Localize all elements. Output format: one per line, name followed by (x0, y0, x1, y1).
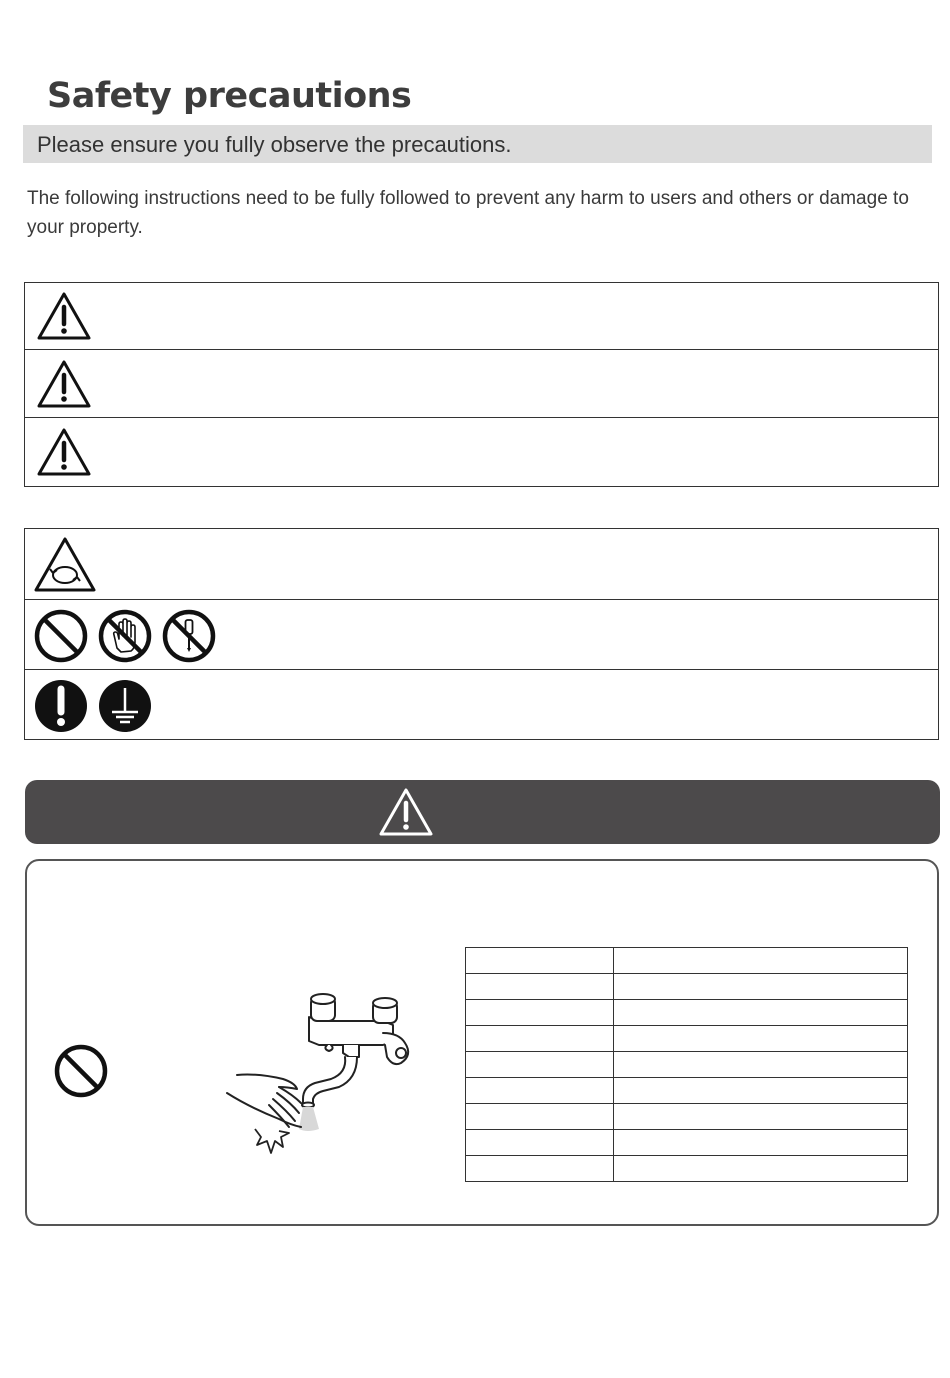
table-cell (466, 1130, 614, 1156)
symbol-text (222, 529, 938, 599)
prohibited-icon (53, 1043, 109, 1099)
table-cell (614, 1078, 908, 1104)
symbol-row (25, 670, 938, 739)
do-not-touch-icon (97, 608, 153, 664)
symbol-legend-table (24, 528, 939, 740)
table-row (466, 1078, 908, 1104)
hazard-level-row (25, 283, 938, 350)
table-cell (466, 1052, 614, 1078)
hand-under-hot-faucet-illustration (197, 987, 427, 1167)
symbol-icon-cell (25, 670, 222, 739)
rotation-hazard-triangle-icon (33, 536, 97, 594)
table-cell (614, 1026, 908, 1052)
symbol-text (222, 670, 938, 739)
hazard-text (222, 418, 938, 485)
hazard-text (222, 283, 938, 349)
table-cell (466, 1078, 614, 1104)
hazard-icon-cell (25, 350, 222, 417)
table-row (466, 1104, 908, 1130)
table-cell (466, 1000, 614, 1026)
warning-triangle-icon (36, 291, 92, 341)
table-cell (466, 1026, 614, 1052)
warning-header-bar (25, 780, 940, 844)
hazard-icon-cell (25, 418, 222, 485)
table-cell (466, 1104, 614, 1130)
table-cell (466, 974, 614, 1000)
table-cell (614, 948, 908, 974)
hazard-icon-cell (25, 283, 222, 349)
symbol-icon-cell (25, 600, 222, 669)
hazard-level-table (24, 282, 939, 487)
symbol-text (222, 600, 938, 669)
table-cell (614, 1104, 908, 1130)
table-row (466, 1052, 908, 1078)
table-cell (466, 948, 614, 974)
table-cell (614, 1052, 908, 1078)
symbol-icon-cell (25, 529, 222, 599)
table-cell (614, 1156, 908, 1182)
precautions-banner (23, 125, 932, 163)
symbol-row (25, 600, 938, 670)
table-row (466, 1000, 908, 1026)
table-row (466, 1026, 908, 1052)
prohibited-icon (33, 608, 89, 664)
hazard-text (222, 350, 938, 417)
hazard-level-row (25, 418, 938, 485)
page-title: Safety precautions (47, 76, 412, 116)
do-not-disassemble-icon (161, 608, 217, 664)
warning-triangle-icon (36, 427, 92, 477)
symbol-row (25, 529, 938, 600)
table-cell (466, 1156, 614, 1182)
table-row (466, 948, 908, 974)
table-cell (614, 974, 908, 1000)
table-cell (614, 1130, 908, 1156)
intro-text: The following instructions need to be fully followed to prevent any harm to users and others or damage to your property. (27, 188, 909, 238)
table-row (466, 974, 908, 1000)
warning-triangle-icon (378, 787, 434, 837)
table-cell (614, 1000, 908, 1026)
hazard-level-row (25, 350, 938, 418)
ground-connection-icon (97, 678, 153, 734)
specification-table (465, 947, 908, 1182)
warning-triangle-icon (36, 359, 92, 409)
table-row (466, 1156, 908, 1182)
banner-text: Please ensure you fully observe the precautions. (37, 132, 512, 157)
table-row (466, 1130, 908, 1156)
mandatory-action-icon (33, 678, 89, 734)
